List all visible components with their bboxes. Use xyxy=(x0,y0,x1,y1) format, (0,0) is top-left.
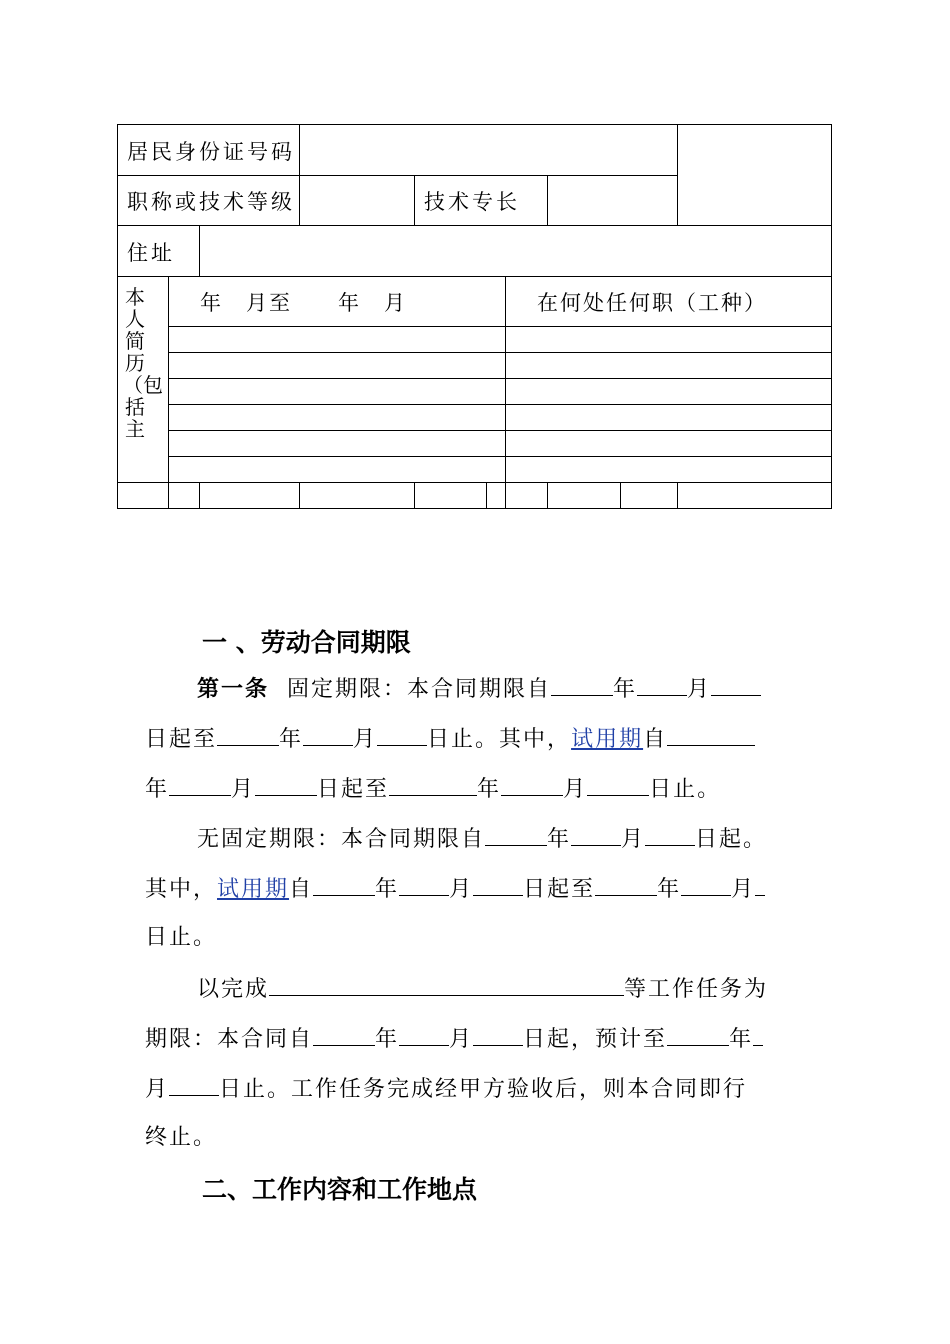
id-number-label: 居民身份证号码 xyxy=(127,140,295,164)
task-term-line-1: 以完成 等工作任务为 xyxy=(197,973,768,1005)
address-label: 住址 xyxy=(127,241,175,265)
resume-job-header: 在何处任何职（工种） xyxy=(537,291,767,315)
title-level-label: 职称或技术等级 xyxy=(127,190,295,214)
resume-label: 本人简历（包括主 xyxy=(123,285,163,441)
fixed-term-line-1: 第一条 固定期限：本合同期限自 年 月 xyxy=(197,673,761,705)
fixed-term-line-2: 日起至 年 月 日止。其中，试用期自 xyxy=(145,723,755,755)
nofixed-term-line-2: 其中，试用期自 年 月 日起至 年 月 xyxy=(145,873,765,905)
task-term-line-3: 月 日止。工作任务完成经甲方验收后，则本合同即行 xyxy=(145,1073,747,1105)
section1-heading: 一 、劳动合同期限 xyxy=(202,628,411,657)
task-term-line-2: 期限：本合同自 年 月 日起，预计至 年 xyxy=(145,1023,763,1055)
skill-label: 技术专长 xyxy=(424,190,520,214)
probation-link[interactable]: 试用期 xyxy=(571,727,644,752)
resume-period-header: 年 月至 年 月 xyxy=(200,291,407,315)
nofixed-term-line-1: 无固定期限：本合同期限自 年 月 日起。 xyxy=(197,823,767,855)
fixed-term-line-3: 年 月 日起至 年 月 日止。 xyxy=(145,773,721,805)
article1-label: 第一条 xyxy=(197,677,270,702)
task-term-line-4: 终止。 xyxy=(145,1125,218,1150)
probation-link-2[interactable]: 试用期 xyxy=(217,877,290,902)
section2-heading: 二、工作内容和工作地点 xyxy=(202,1175,478,1204)
nofixed-term-line-3: 日止。 xyxy=(145,925,218,950)
